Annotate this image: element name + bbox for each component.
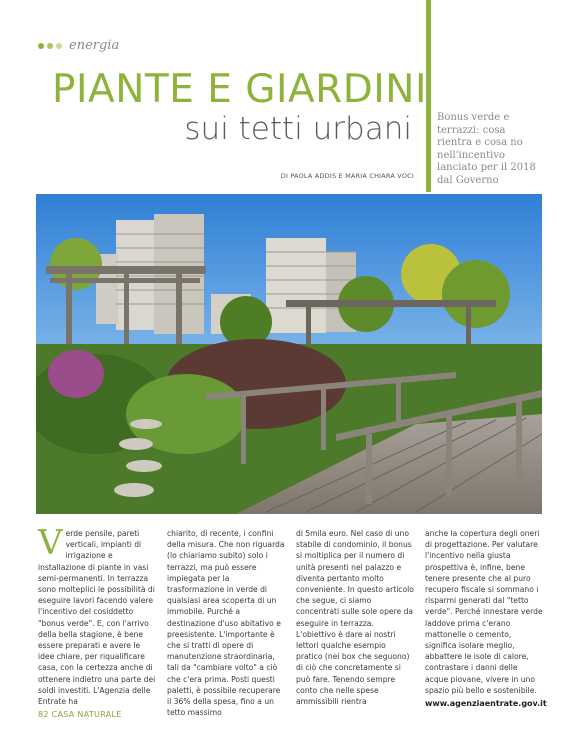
page-number: 82: [38, 710, 49, 719]
article-column-4: [425, 528, 547, 709]
agency-link[interactable]: www.agenziaentrate.gov.it: [425, 699, 547, 709]
section-dot-3: [56, 43, 62, 49]
section-tag: [38, 38, 119, 53]
byline: DI PAOLA ADDIS E MARIA CHIARA VOCI: [280, 172, 414, 180]
section-dot-1: [38, 43, 44, 49]
section-label: energia: [69, 38, 120, 53]
dropcap: V: [38, 523, 63, 563]
section-dot-2: [47, 43, 53, 49]
page-footer: [38, 710, 122, 719]
page-title: PIANTE E GIARDINI: [52, 67, 427, 112]
article-lead: erde pensile, pareti verticali, impianti di irrigazione e installazione di piante in vasi semi-permanenti. In terrazza sono molteplici le possibilità di eseguire lavori facendo valere l'incentivo del cosiddetto "bonus verde". E, con l'arrivo della bella stagione, è bene essere preparati e avere le idee chiare, per riqualificare casa, con la certezza anche di ottenere indietro una parte dei soldi investiti. L'Agenzia delle Entrate ha: [38, 529, 156, 707]
rooftop-garden-photo: [36, 194, 542, 514]
magazine-name: CASA NATURALE: [51, 710, 122, 719]
article-text: anche la copertura degli oneri di progettazione. Per valutare l'incentivo nella giusta prospettiva è, infine, bene tenere presente che al puro recupero fiscale si sommano i risparmi generati dal "tetto verde". Perché innestare verde laddove prima c'erano mattonelle o cemento, significa isolare meglio, abbattere le isole di calore, contrastare i danni delle acque piovane, vivere in uno spazio più bello e sostenibile.: [425, 529, 543, 695]
standfirst: Bonus verde e terrazzi: cosa rientra e cosa no nell'incentivo lanciato per il 2018 dal Governo: [437, 112, 536, 186]
page-subtitle: sui tetti urbani: [184, 111, 412, 147]
article-column-3: [296, 528, 414, 707]
article-column-1: [38, 523, 156, 707]
article-column-2: [167, 528, 285, 718]
article-text: chiarito, di recente, i confini della misura. Che non riguarda (lo chiariamo subito) solo i terrazzi, ma può essere impiegata per la trasformazione in verde di qualsiasi area scoperta di un immobile. Purché a destinazione d'uso abitativo e preesistente. L'importante è che si tratti di opere di manutenzione straordinaria, tali da "cambiare volto" a ciò che c'era prima. Posti questi paletti, è possibile recuperare il 36% della spesa, fino a un tetto massimo: [167, 529, 285, 718]
article-text: di 5mila euro. Nel caso di uno stabile di condominio, il bonus si moltiplica per il numero di unità presenti nel palazzo e diventa pertanto molto conveniente. In questo articolo che segue, ci siamo concentrati sulle sole opere da eseguire in terrazza. L'obiettivo è dare ai nostri lettori qualche esempio pratico (nei box che seguono) di ciò che concretamente si può fare. Tenendo sempre conto che nelle spese ammissibili rientra: [296, 529, 414, 707]
